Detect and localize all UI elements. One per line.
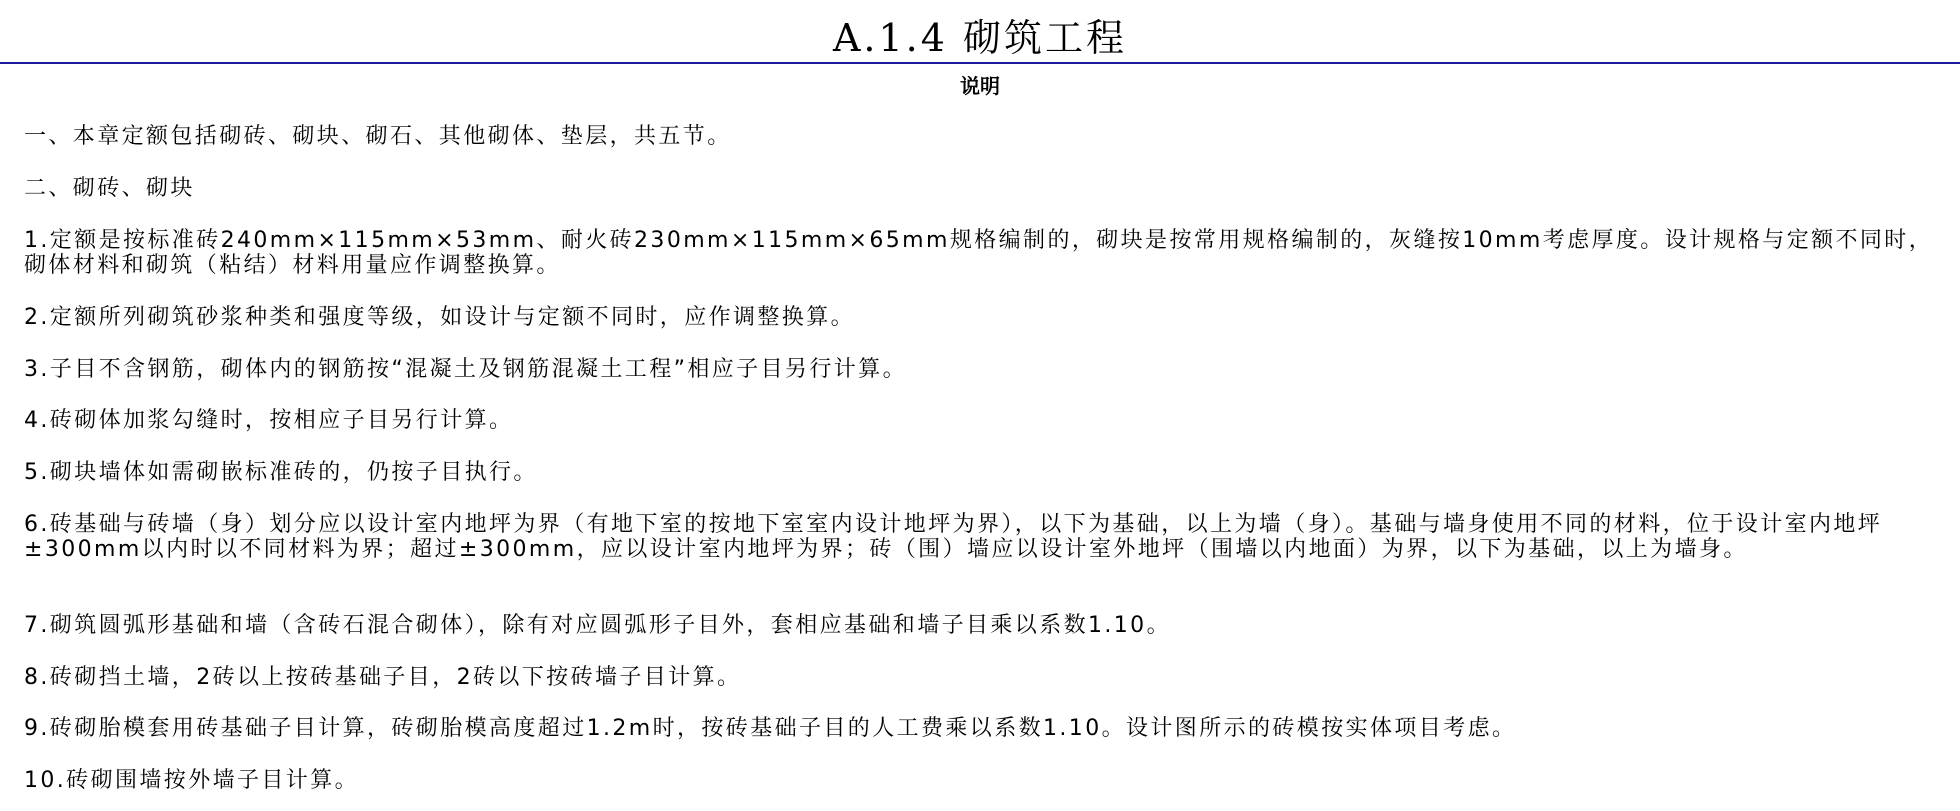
- paragraph-item-3: 3.子目不含钢筋，砌体内的钢筋按“混凝土及钢筋混凝土工程”相应子目另行计算。: [24, 357, 907, 382]
- paragraph-item-8: 8.砖砌挡土墙，2砖以上按砖基础子目，2砖以下按砖墙子目计算。: [24, 665, 742, 690]
- title-underline: [0, 62, 1960, 64]
- paragraph-chapter-scope: 一、本章定额包括砌砖、砌块、砌石、其他砌体、垫层，共五节。: [24, 124, 732, 149]
- page-title: A.1.4 砌筑工程: [832, 16, 1128, 60]
- paragraph-item-2: 2.定额所列砌筑砂浆种类和强度等级，如设计与定额不同时，应作调整换算。: [24, 305, 855, 330]
- paragraph-section-heading: 二、砌砖、砌块: [24, 176, 195, 201]
- paragraph-item-10: 10.砖砌围墙按外墙子目计算。: [24, 768, 359, 793]
- paragraph-item-7: 7.砌筑圆弧形基础和墙（含砖石混合砌体），除有对应圆弧形子目外，套相应基础和墙子目乘以系数1.10。: [24, 613, 1171, 638]
- paragraph-item-1: 1.定额是按标准砖240mm×115mm×53mm、耐火砖230mm×115mm×65mm规格编制的，砌块是按常用规格编制的，灰缝按10mm考虑厚度。设计规格与定额不同时，砌体材料和砌筑（粘结）材料用量应作调整换算。: [24, 228, 1934, 278]
- paragraph-item-4: 4.砖砌体加浆勾缝时，按相应子目另行计算。: [24, 408, 514, 433]
- paragraph-item-9: 9.砖砌胎模套用砖基础子目计算，砖砌胎模高度超过1.2m时，按砖基础子目的人工费乘以系数1.10。设计图所示的砖模按实体项目考虑。: [24, 716, 1517, 741]
- paragraph-item-6: 6.砖基础与砖墙（身）划分应以设计室内地坪为界（有地下室的按地下室室内设计地坪为界），以下为基础，以上为墙（身）。基础与墙身使用不同的材料，位于设计室内地坪±300mm以内时以不同材料为界；超过±300mm，应以设计室内地坪为界；砖（围）墙应以设计室外地坪（围墙以内地面）为界，以下为基础，以上为墙身。: [24, 512, 1883, 562]
- section-subtitle: 说明: [960, 74, 1000, 98]
- paragraph-item-5: 5.砌块墙体如需砌嵌标准砖的，仍按子目执行。: [24, 460, 538, 485]
